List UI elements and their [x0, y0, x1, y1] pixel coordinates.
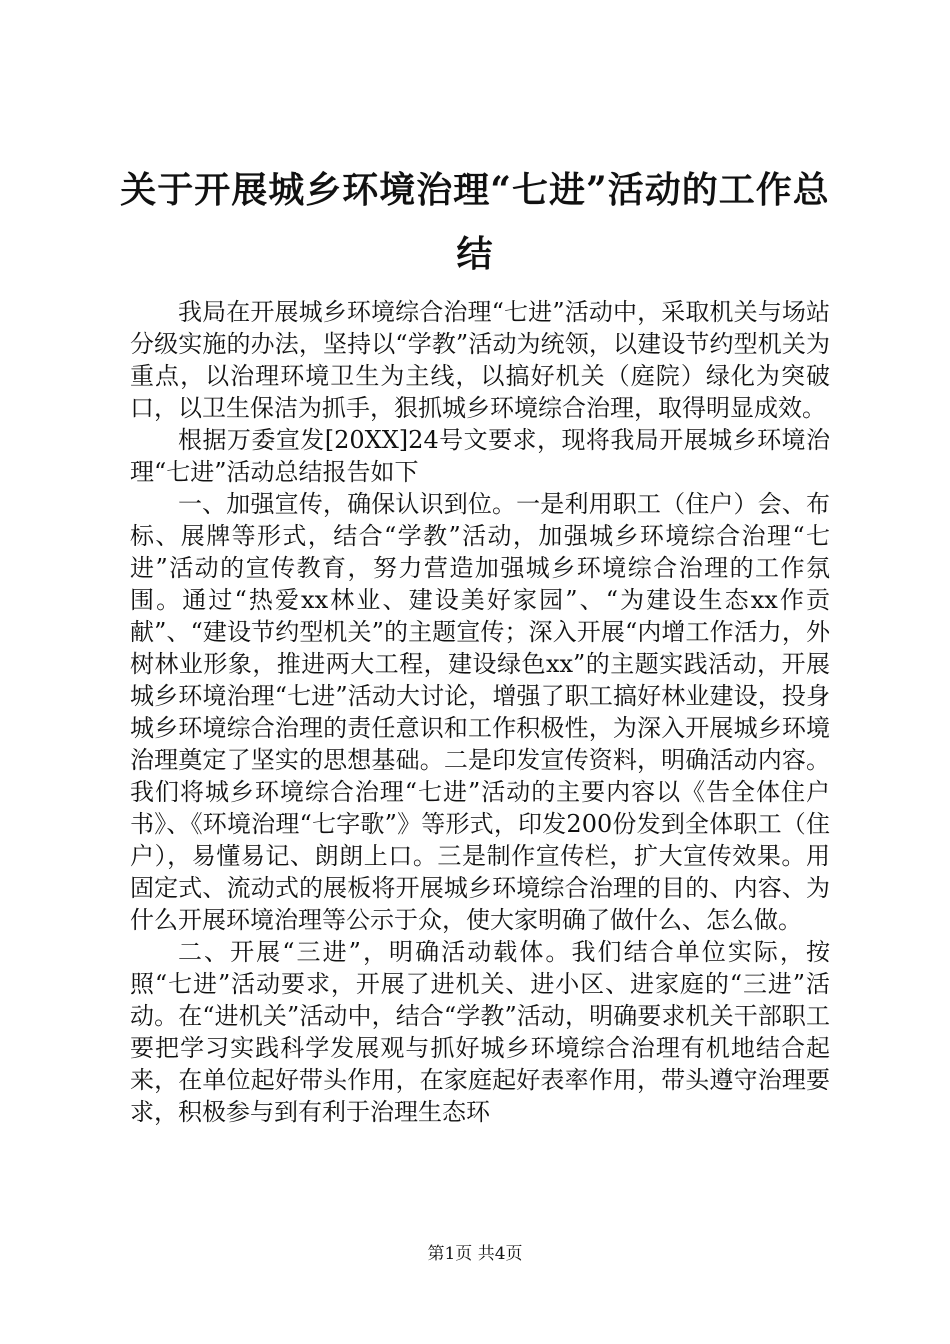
- paragraph-section-1: 一、加强宣传，确保认识到位。一是利用职工（住户）会、布标、展牌等形式，结合“学教”活动，加强城乡环境综合治理“七进”活动的宣传教育，努力营造加强城乡环境综合治理的工作氛围。通过“热爱xx林业、建设美好家园”、“为建设生态xx作贡献”、“建设节约型机关”的主题宣传；深入开展“内增工作活力，外树林业形象，推进两大工程，建设绿色xx”的主题实践活动，开展城乡环境治理“七进”活动大讨论，增强了职工搞好林业建设，投身城乡环境综合治理的责任意识和工作积极性，为深入开展城乡环境治理奠定了坚实的思想基础。二是印发宣传资料，明确活动内容。我们将城乡环境综合治理“七进”活动的主要内容以《告全体住户书》、《环境治理“七字歌”》等形式，印发200份发到全体职工（住户），易懂易记、朗朗上口。三是制作宣传栏，扩大宣传效果。用固定式、流动式的展板将开展城乡环境综合治理的目的、内容、为什么开展环境治理等公示于众，使大家明确了做什么、怎么做。: [130, 490, 830, 934]
- paragraph-section-2: 二、开展“三进”，明确活动载体。我们结合单位实际，按照“七进”活动要求，开展了进机关、进小区、进家庭的“三进”活动。在“进机关”活动中，结合“学教”活动，明确要求机关干部职工要把学习实践科学发展观与抓好城乡环境综合治理有机地结合起来，在单位起好带头作用，在家庭起好表率作用，带头遵守治理要求，积极参与到有利于治理生态环: [130, 938, 830, 1126]
- paragraph-intro: 我局在开展城乡环境综合治理“七进”活动中，采取机关与场站分级实施的办法，坚持以“学教”活动为统领，以建设节约型机关为重点，以治理环境卫生为主线，以搞好机关（庭院）绿化为突破口，以卫生保洁为抓手，狠抓城乡环境综合治理，取得明显成效。: [130, 298, 830, 422]
- document-body: [130, 296, 830, 1128]
- page-footer: 第1页 共4页: [427, 1244, 523, 1264]
- paragraph-basis: 根据万委宣发[20XX]24号文要求，现将我局开展城乡环境治理“七进”活动总结报告如下: [130, 426, 830, 486]
- document-title: 关于开展城乡环境治理“七进”活动的工作总结: [120, 169, 830, 275]
